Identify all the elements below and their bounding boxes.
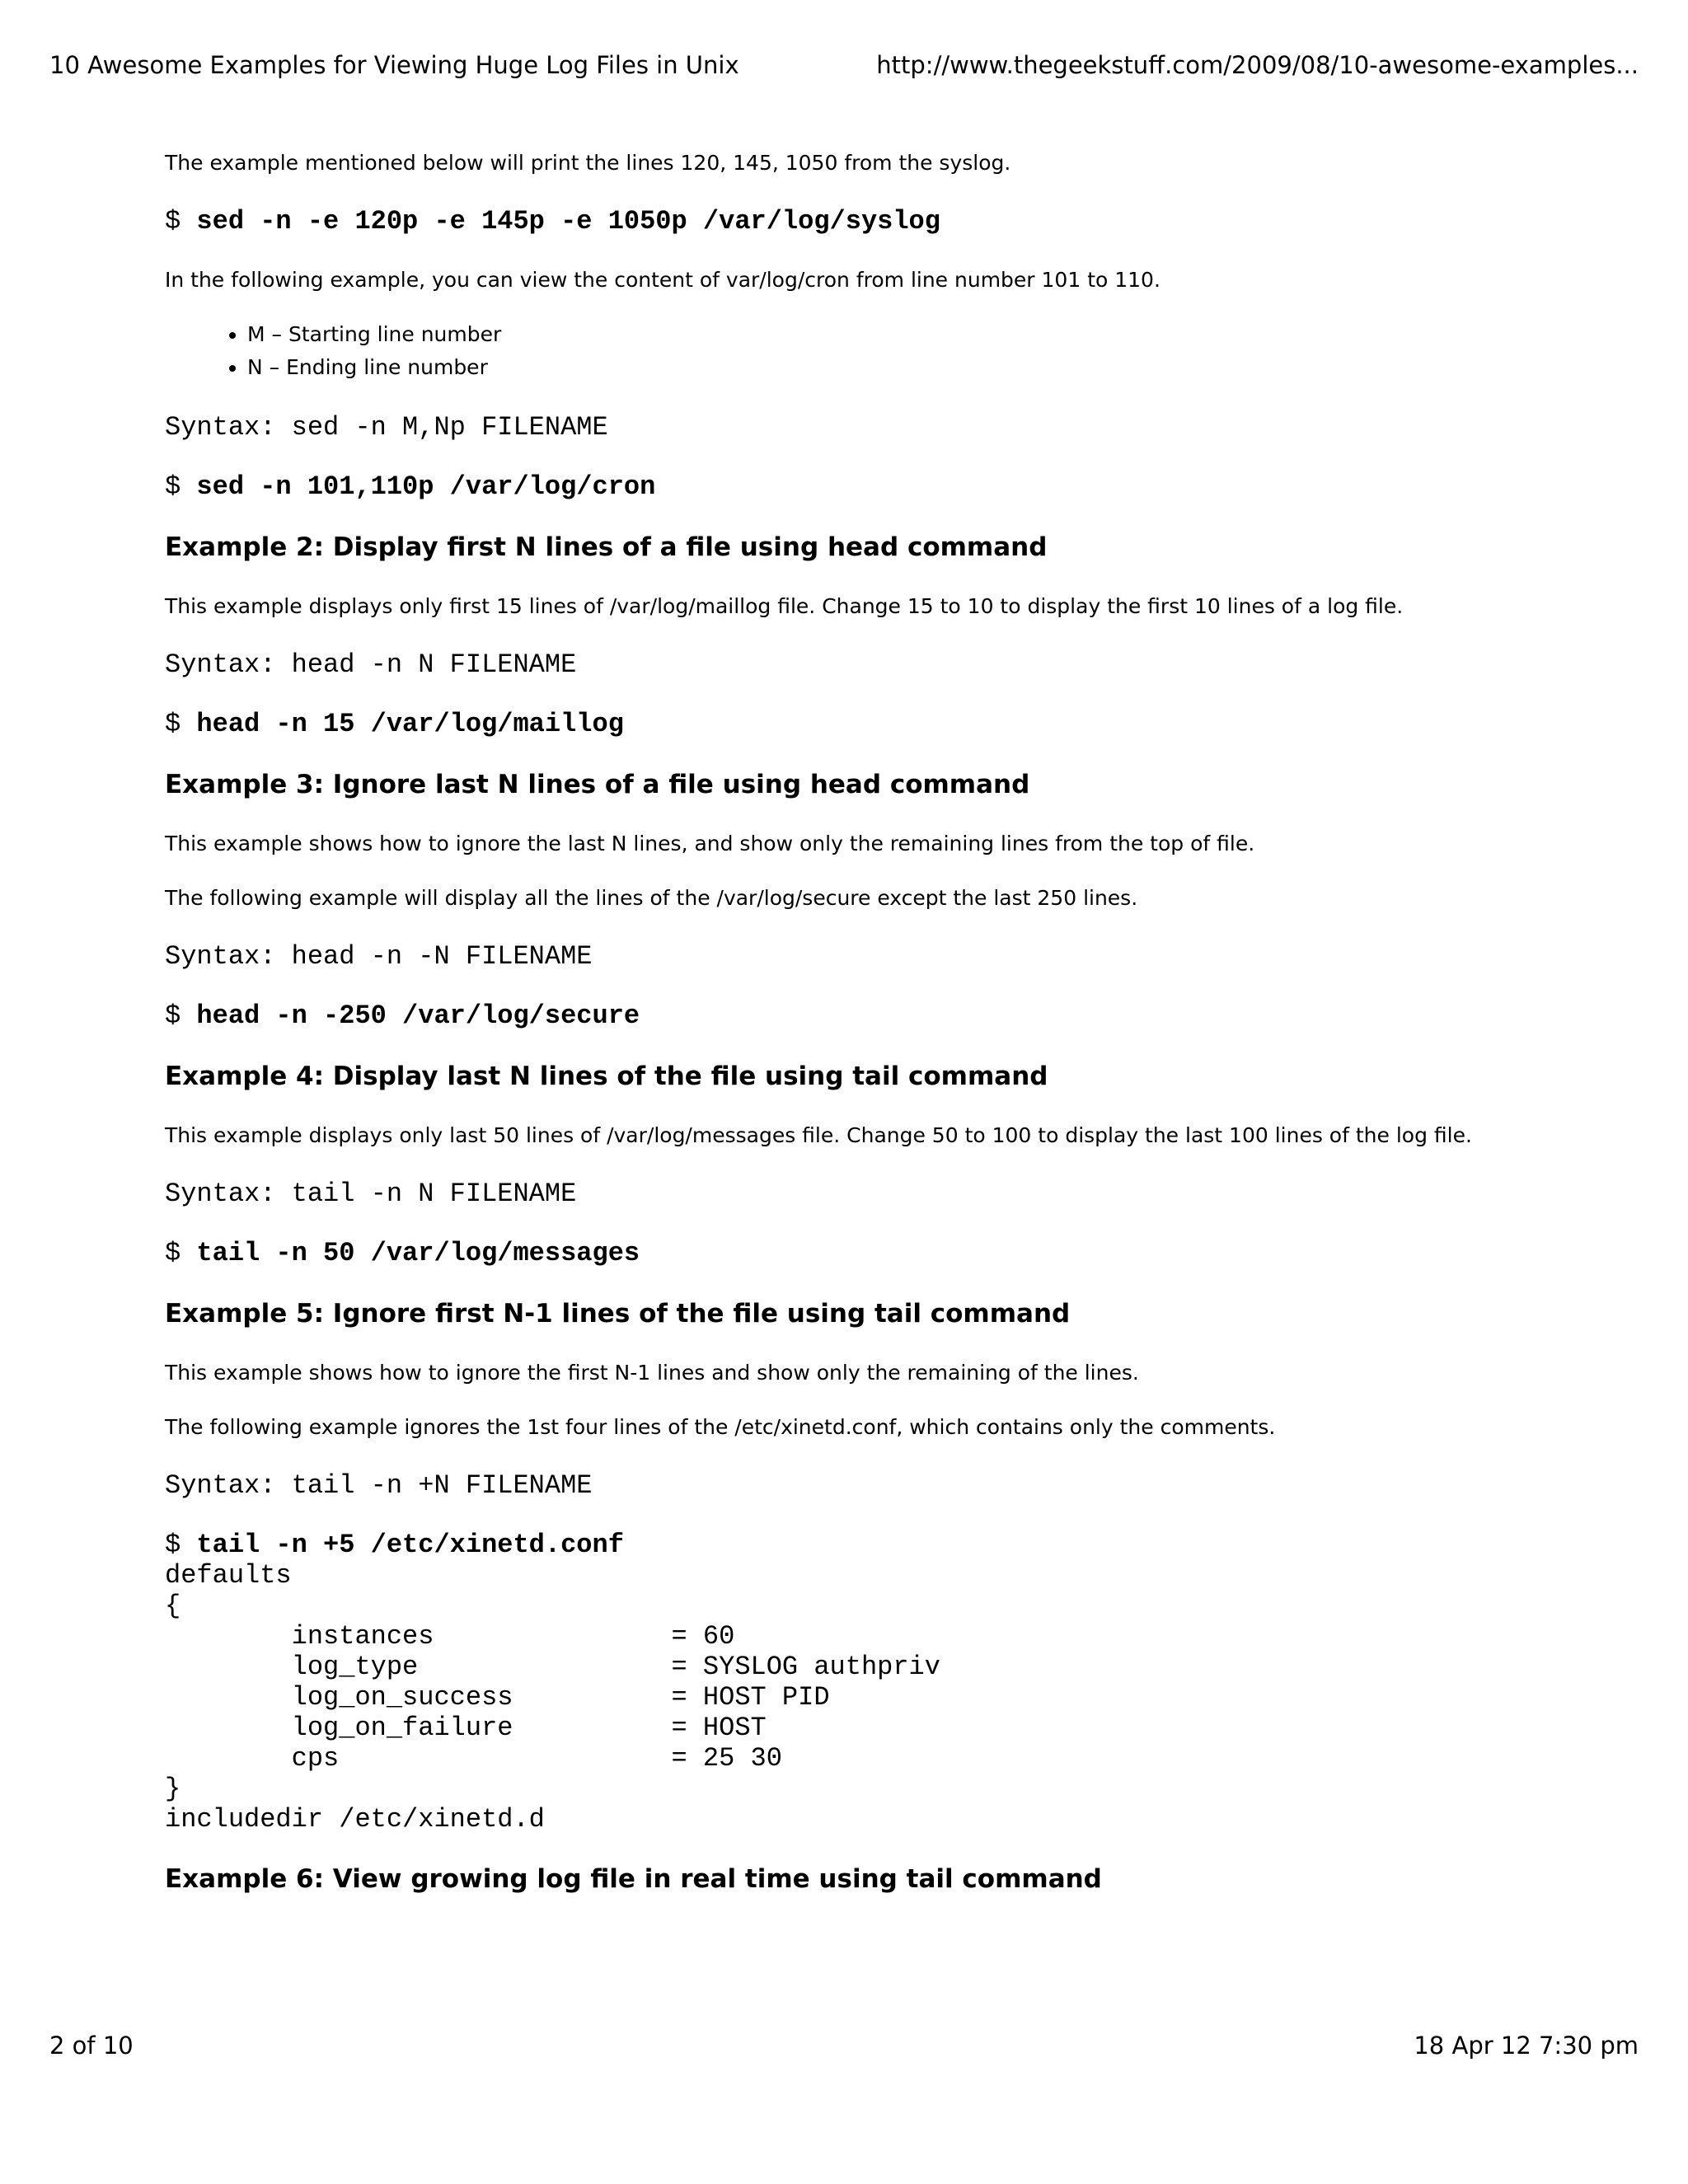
- paragraph: The following example will display all the lines of the /var/log/secure except the last 250 lines.: [165, 886, 1138, 910]
- command-example: [165, 709, 1566, 740]
- section-heading: Example 6: View growing log file in real time using tail command: [165, 1864, 1102, 1894]
- shell-prompt: $: [165, 206, 197, 237]
- shell-prompt: $: [165, 1001, 197, 1031]
- paragraph: This example shows how to ignore the last N lines, and show only the remaining lines from the top of file.: [165, 832, 1255, 855]
- command-text: head -n -250 /var/log/secure: [196, 1001, 640, 1031]
- code-line: {: [165, 1591, 181, 1621]
- syntax-line: Syntax: tail -n +N FILENAME: [165, 1470, 593, 1501]
- page-footer: [49, 2032, 1639, 2064]
- command-text: tail -n +5 /etc/xinetd.conf: [196, 1530, 624, 1560]
- document-title: 10 Awesome Examples for Viewing Huge Log Files in Unix: [49, 51, 739, 79]
- paragraph: This example shows how to ignore the first N-1 lines and show only the remaining of the lines.: [165, 1361, 1139, 1385]
- command-text: sed -n -e 120p -e 145p -e 1050p /var/log/syslog: [196, 206, 940, 237]
- syntax-line: Syntax: sed -n M,Np FILENAME: [165, 412, 608, 443]
- command-example: [165, 1238, 1566, 1269]
- list-item: • N – Ending line number: [247, 351, 1566, 384]
- command-text: sed -n 101,110p /var/log/cron: [196, 471, 656, 502]
- shell-prompt: $: [165, 471, 197, 502]
- syntax-line: Syntax: head -n -N FILENAME: [165, 941, 593, 972]
- section-heading: Example 3: Ignore last N lines of a file using head command: [165, 770, 1030, 799]
- code-line: cps = 25 30: [165, 1743, 782, 1774]
- syntax-line: Syntax: head -n N FILENAME: [165, 649, 577, 680]
- paragraph: In the following example, you can view the content of var/log/cron from line number 101 to 110.: [165, 268, 1160, 292]
- command-text: tail -n 50 /var/log/messages: [196, 1238, 640, 1268]
- article-content: [165, 148, 1566, 1924]
- print-timestamp: 18 Apr 12 7:30 pm: [1414, 2032, 1639, 2060]
- code-line: }: [165, 1774, 181, 1804]
- paragraph: This example displays only first 15 lines of /var/log/maillog file. Change 15 to 10 to display the first 10 lines of a log file.: [165, 594, 1404, 618]
- command-example: [165, 206, 1566, 237]
- code-line: defaults: [165, 1560, 292, 1591]
- command-text: head -n 15 /var/log/maillog: [196, 709, 624, 739]
- paragraph: The example mentioned below will print the lines 120, 145, 1050 from the syslog.: [165, 151, 1011, 175]
- code-block: [165, 1530, 1566, 1835]
- shell-prompt: $: [165, 1530, 197, 1560]
- command-example: [165, 471, 1566, 503]
- code-line: log_type = SYSLOG authpriv: [165, 1652, 940, 1682]
- syntax-line: Syntax: tail -n N FILENAME: [165, 1179, 577, 1209]
- section-heading: Example 2: Display first N lines of a file using head command: [165, 532, 1048, 562]
- code-line: instances = 60: [165, 1621, 735, 1652]
- source-url[interactable]: http://www.thegeekstuff.com/2009/08/10-awesome-examples...: [876, 51, 1639, 79]
- section-heading: Example 5: Ignore first N-1 lines of the file using tail command: [165, 1299, 1071, 1329]
- list-item: • M – Starting line number: [247, 318, 1566, 351]
- page-number: 2 of 10: [49, 2032, 134, 2060]
- command-example: [165, 1001, 1566, 1032]
- section-heading: Example 4: Display last N lines of the file using tail command: [165, 1062, 1048, 1091]
- command-example: [165, 1530, 1566, 1560]
- page-header: [49, 51, 1639, 84]
- code-line: log_on_success = HOST PID: [165, 1682, 830, 1713]
- code-line: includedir /etc/xinetd.d: [165, 1804, 545, 1835]
- bullet-list: [165, 318, 1566, 384]
- code-line: log_on_failure = HOST: [165, 1713, 767, 1743]
- paragraph: This example displays only last 50 lines of /var/log/messages file. Change 50 to 100 to display the last 100 lines of the log file.: [165, 1123, 1472, 1147]
- shell-prompt: $: [165, 709, 197, 739]
- shell-prompt: $: [165, 1238, 197, 1268]
- paragraph: The following example ignores the 1st four lines of the /etc/xinetd.conf, which contains only the comments.: [165, 1415, 1276, 1439]
